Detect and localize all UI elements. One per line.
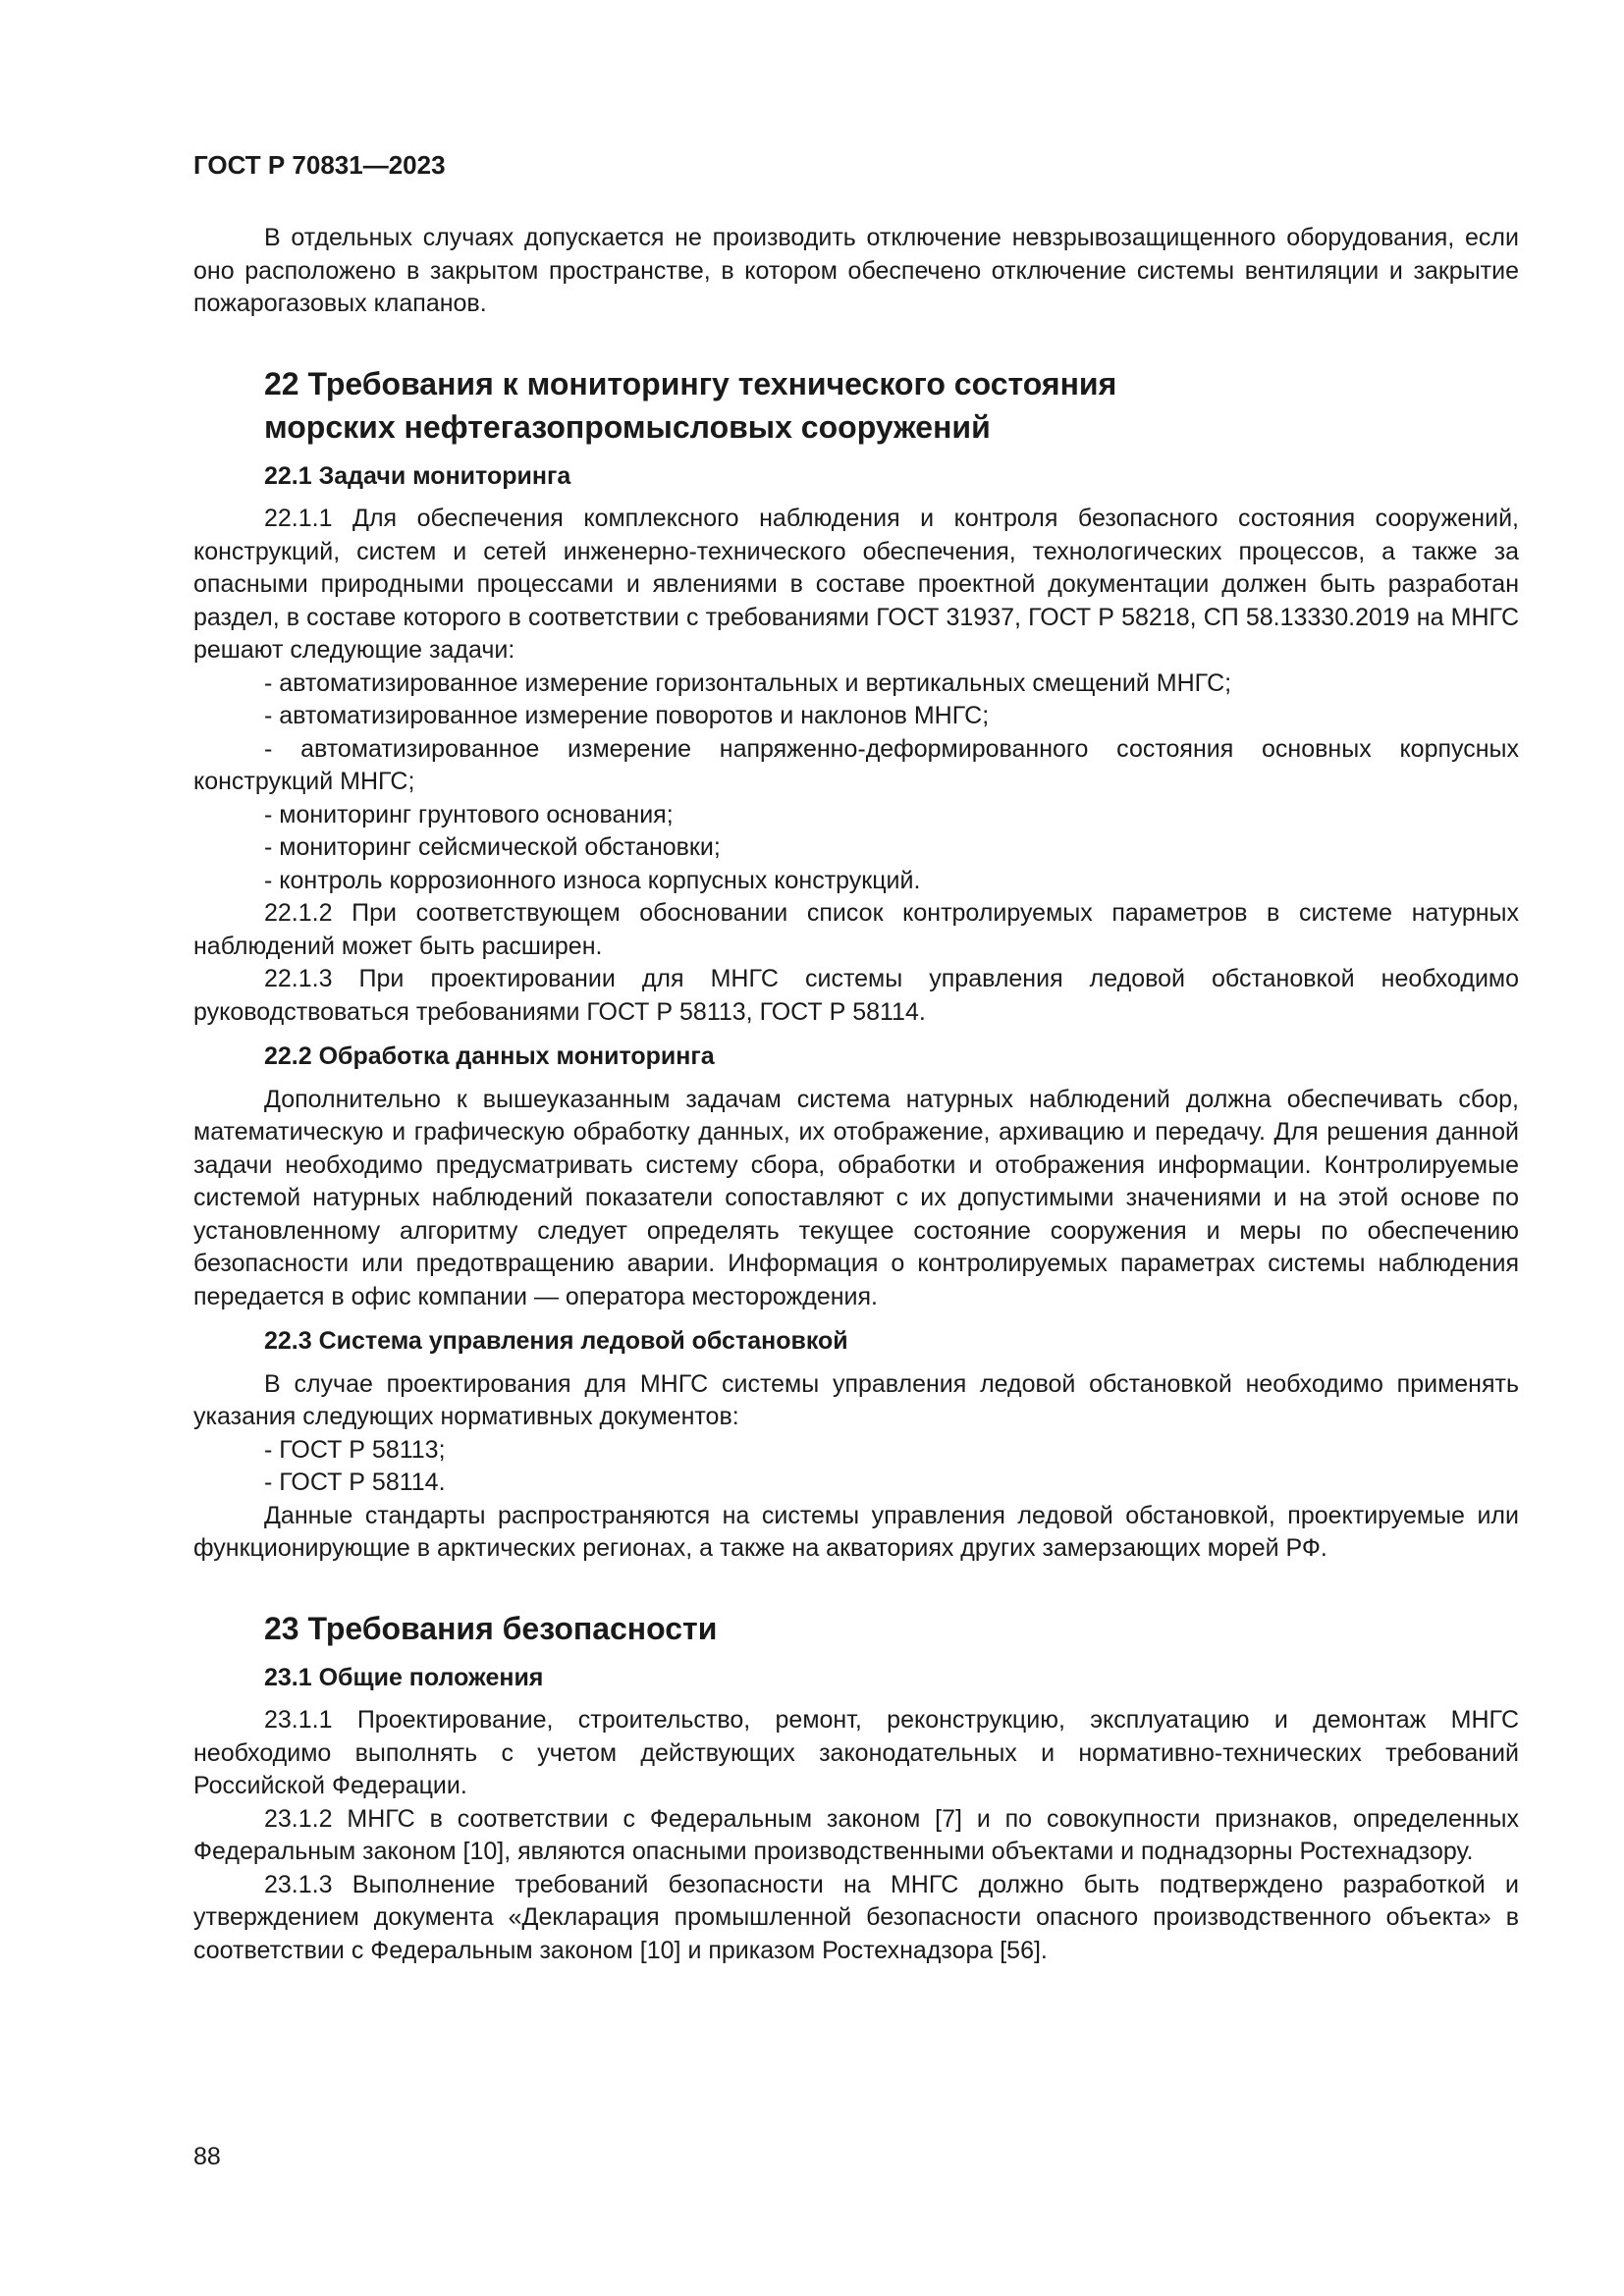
list-item: - ГОСТ Р 58114. xyxy=(264,1468,446,1496)
paragraph-23-1-1: 23.1.1 Проектирование, строительство, ремонт, реконструкцию, эксплуатацию и демонтаж МНГС необходимо выполнять с учетом действующих законодательных и нормативно-технических требований Российской Федерации. xyxy=(193,1706,1519,1799)
list-item: - автоматизированное измерение напряженно-деформированного состояния основных корпусных конструкций МНГС; xyxy=(193,734,1519,795)
section-22-title-line1: 22 Требования к мониторингу технического состояния xyxy=(264,365,1117,401)
paragraph-22-3-intro: В случае проектирования для МНГС системы управления ледовой обстановкой необходимо применять указания следующих нормативных документов: xyxy=(193,1369,1519,1430)
paragraph-22-1-3: 22.1.3 При проектировании для МНГС системы управления ледовой обстановкой необходимо руководствоваться требованиями ГОСТ Р 58113, ГОСТ Р 58114. xyxy=(193,965,1519,1026)
intro-paragraph: В отдельных случаях допускается не производить отключение невзрывозащищенного оборудования, если оно расположено в закрытом пространстве, в котором обеспечено отключение системы вентиляции и закрытие пожарогазовых клапанов. xyxy=(193,224,1519,317)
subsection-22-1-title: 22.1 Задачи мониторинга xyxy=(264,461,571,490)
document-header: ГОСТ Р 70831—2023 xyxy=(193,150,446,180)
section-23-title: 23 Требования безопасности xyxy=(264,1610,718,1646)
subsection-22-2-title: 22.2 Обработка данных мониторинга xyxy=(264,1042,715,1070)
document-body xyxy=(193,222,1519,1967)
page-number: 88 xyxy=(193,2143,221,2170)
paragraph-22-1-2: 22.1.2 При соответствующем обосновании список контролируемых параметров в системе натурных наблюдений может быть расширен. xyxy=(193,899,1519,960)
list-item: - контроль коррозионного износа корпусных конструкций. xyxy=(264,866,921,894)
list-item: - ГОСТ Р 58113; xyxy=(264,1435,446,1464)
paragraph-23-1-2: 23.1.2 МНГС в соответствии с Федеральным законом [7] и по совокупности признаков, определенных Федеральным законом [10], являются опасными производственными объектами и поднадзорны Ростехнадзору. xyxy=(193,1804,1519,1865)
paragraph-22-3-outro: Данные стандарты распространяются на системы управления ледовой обстановкой, проектируемые или функционирующие в арктических регионах, а также на акваториях других замерзающих морей РФ. xyxy=(193,1501,1519,1562)
list-item: - мониторинг грунтового основания; xyxy=(264,800,674,828)
paragraph-23-1-3: 23.1.3 Выполнение требований безопасности на МНГС должно быть подтверждено разработкой и утверждением документа «Декларация промышленной безопасности опасного производственного объекта» в соответствии с Федеральным законом [10] и приказом Ростехнадзора [56]. xyxy=(193,1870,1519,1964)
paragraph-22-1-1: 22.1.1 Для обеспечения комплексного наблюдения и контроля безопасного состояния сооружений, конструкций, систем и сетей инженерно-технического обеспечения, технологических процессов, а также за опасными природными процессами и явлениями в составе проектной документации должен быть разработан раздел, в составе которого в соответствии с требованиями ГОСТ 31937, ГОСТ Р 58218, СП 58.13330.2019 на МНГС решают следующие задачи: xyxy=(193,505,1519,664)
list-item: - автоматизированное измерение горизонтальных и вертикальных смещений МНГС; xyxy=(264,668,1232,697)
subsection-23-1-title: 23.1 Общие положения xyxy=(264,1663,544,1691)
subsection-22-3-title: 22.3 Система управления ледовой обстановкой xyxy=(264,1327,848,1355)
list-item: - мониторинг сейсмической обстановки; xyxy=(264,833,721,861)
section-22-title-line2: морских нефтегазопромысловых сооружений xyxy=(264,408,991,445)
list-item: - автоматизированное измерение поворотов и наклонов МНГС; xyxy=(264,702,990,729)
section-22-title xyxy=(264,362,1519,449)
paragraph-22-2: Дополнительно к вышеуказанным задачам система натурных наблюдений должна обеспечивать сбор, математическую и графическую обработку данных, их отображение, архивацию и передачу. Для решения данной задачи необходимо предусматривать систему сбора, обработки и отображения информации. Контролируемые системой натурных наблюдений показатели сопоставляют с их допустимыми значениями и на этой основе по установленному алгоритму следует определять текущее состояние сооружения и меры по обеспечению безопасности или предотвращению аварии. Информация о контролируемых параметрах системы наблюдения передается в офис компании — оператора месторождения. xyxy=(193,1085,1519,1310)
